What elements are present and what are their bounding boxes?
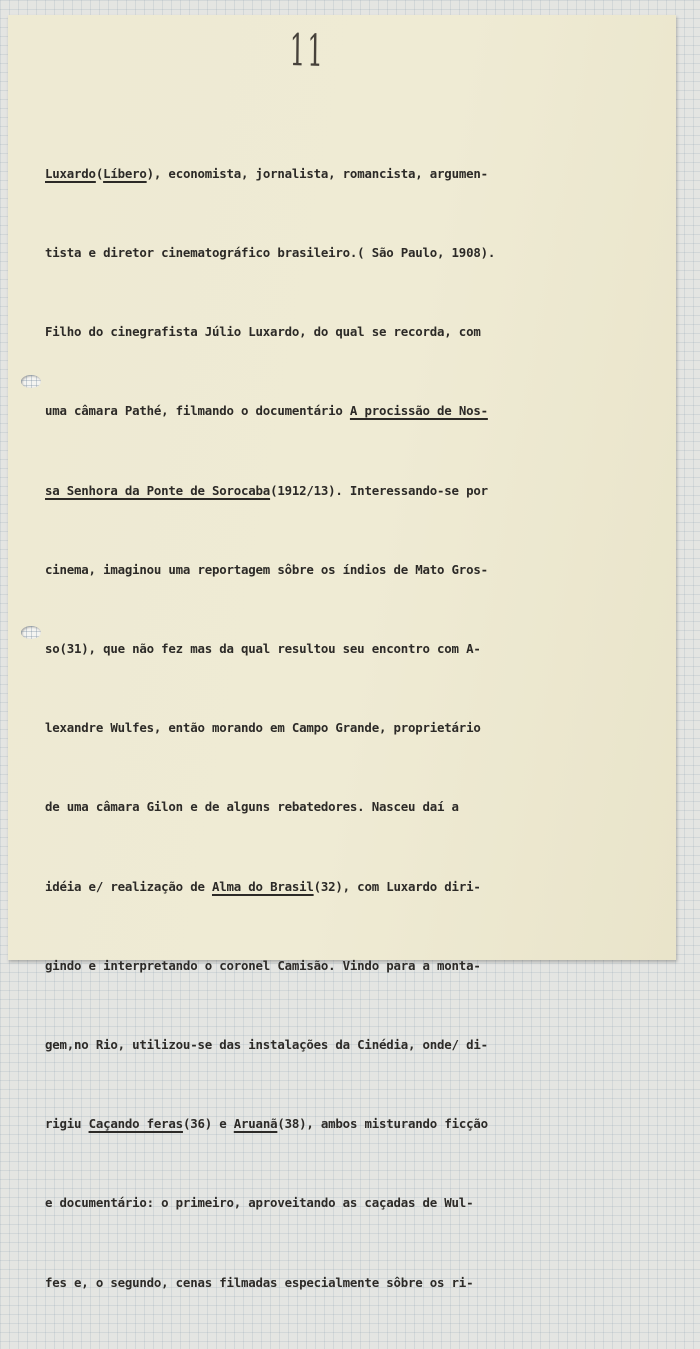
paper-sheet [8,15,676,1290]
text-line: e documentário: o primeiro, aproveitando as caçadas de Wul- [45,1195,474,1211]
text-line: tista e diretor cinematográfico brasileiro.( São Paulo, 1908). [45,245,496,261]
typewritten-body [45,108,605,1349]
text-line: so(31), que não fez mas da qual resultou seu encontro com A- [45,641,481,657]
text-line: gindo e interpretando o coronel Camisão. Vindo para a monta- [45,957,481,973]
text-line: de uma câmara Gilon e de alguns rebatedores. Nasceu daí a [45,799,459,815]
underlined-name: Luxardo [45,165,96,181]
page-number: 11 [289,25,326,78]
punch-hole-top [21,375,41,388]
text-line [45,1111,605,1137]
film-title: Caçando feras [88,1116,183,1132]
text-fragment: (36) e [182,1116,234,1132]
text-fragment: (1912/13). Interessando-se por [270,482,488,498]
punch-hole-bottom [21,626,41,639]
text-fragment: rigiu [45,1116,89,1132]
text-fragment: uma câmara Pathé, filmando o documentário [45,403,350,419]
underlined-name: Líbero [103,165,147,181]
text-line: fes e, o segundo, cenas filmadas especialmente sôbre os ri- [45,1274,474,1290]
film-title: sa Senhora da Ponte de Sorocaba [45,482,271,498]
text-line [45,161,605,187]
text-fragment: (32), com Luxardo diri- [313,878,481,894]
text-line: Filho do cinegrafista Júlio Luxardo, do qual se recorda, com [45,324,481,340]
text-line: gem,no Rio, utilizou-se das instalações da Cinédia, onde/ di- [45,1037,488,1053]
text-line [45,478,605,504]
film-title: Aruanã [233,1116,278,1132]
text-line: lexandre Wulfes, então morando em Campo Grande, proprietário [45,720,481,736]
text-fragment: (38), ambos misturando ficção [277,1116,488,1132]
text-fragment: ), economista, jornalista, romancista, argumen- [146,165,488,181]
text-fragment: ( [95,165,104,181]
text-line [45,398,605,424]
film-title: Alma do Brasil [211,878,314,894]
film-title: A procissão de Nos- [349,403,488,419]
text-fragment: idéia e/ realização de [45,878,212,894]
text-line [45,874,605,900]
text-line: cinema, imaginou uma reportagem sôbre os índios de Mato Gros- [45,561,488,577]
